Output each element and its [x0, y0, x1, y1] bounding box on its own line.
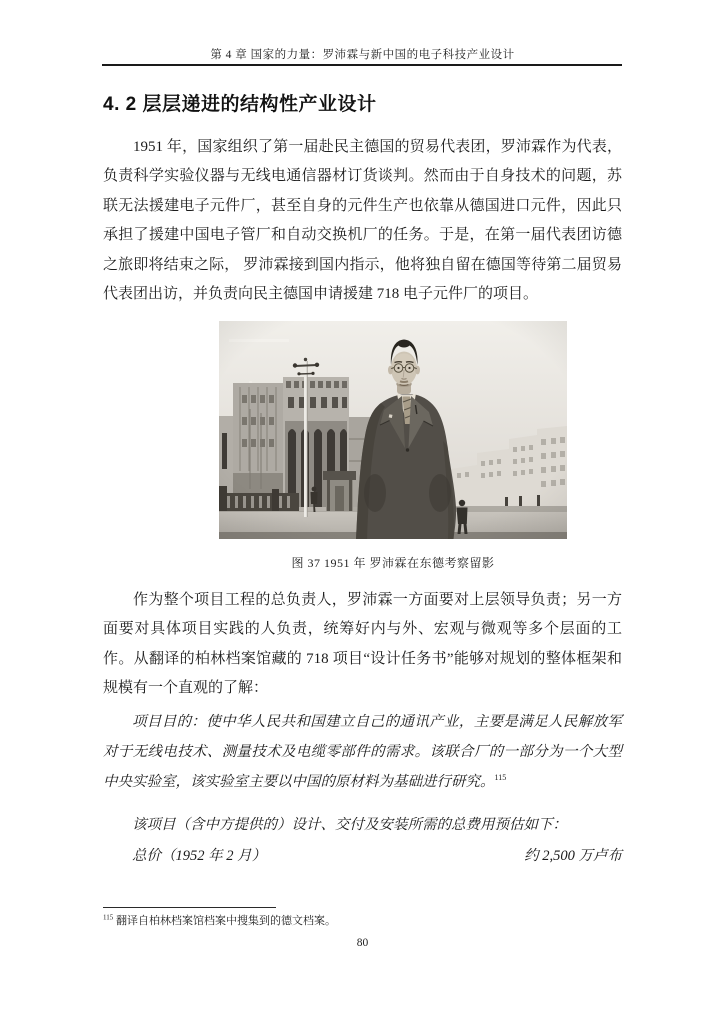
cost-intro-line: 该项目（含中方提供的）设计、交付及安装所需的总费用预估如下：: [132, 817, 567, 833]
footnote: [103, 913, 622, 929]
figure-caption: 图 37 1951 年 罗沛霖在东德考察留影: [291, 556, 495, 570]
price-value: 约 2,500 万卢布: [524, 848, 622, 864]
figure-photo: [219, 321, 567, 539]
blockquote-design-brief: [103, 707, 622, 797]
paragraph-responsibility: 作为整个项目工程的总负责人，罗沛霖一方面要对上层领导负责；另一方面要对具体项目实践的人负责，统筹好内与外、宏观与微观等多个层面的工作。从翻译的柏林档案馆藏的 718 项目“设计任务书”能够对规划的整体框架和规模有一个直观的了解：: [103, 592, 622, 697]
running-header: 第 4 章 国家的力量：罗沛霖与新中国的电子科技产业设计: [210, 49, 515, 61]
paragraph-intro: 1951 年，国家组织了第一届赴民主德国的贸易代表团，罗沛霖作为代表，负责科学实验仪器与无线电通信器材订货谈判。然而由于自身技术的问题，苏联无法援建电子元件厂，甚至自身的元件生产也依靠从德国进口元件，因此只承担了援建中国电子管厂和自动交换机厂的任务。于是，在第一届代表团访德之旅即将结束之际， 罗沛霖接到国内指示，他将独自留在德国等待第二届贸易代表团出访，并负责向民主德国申请援建 718 电子元件厂的项目。: [103, 139, 622, 303]
price-row: [103, 841, 622, 871]
quote-text: 项目目的：使中华人民共和国建立自己的通讯产业，主要是满足人民解放军对于无线电技术、测量技术及电缆零部件的需求。该联合厂的一部分为一个大型中央实验室，该实验室主要以中国的原材料为基础进行研究。: [103, 714, 622, 790]
section-heading: 4. 2 层层递进的结构性产业设计: [103, 94, 377, 115]
footnote-ref: 115: [103, 913, 114, 922]
header-rule: [102, 64, 622, 66]
footnote-ref-inline: 115: [494, 773, 507, 783]
footnote-divider: [103, 907, 276, 908]
price-label: 总价（1952 年 2 月）: [132, 848, 267, 864]
footnote-text: 翻译自柏林档案馆档案中搜集到的德文档案。: [116, 915, 336, 927]
photo-luo-peilin-east-germany: [219, 321, 567, 539]
page-number: 80: [356, 937, 369, 949]
